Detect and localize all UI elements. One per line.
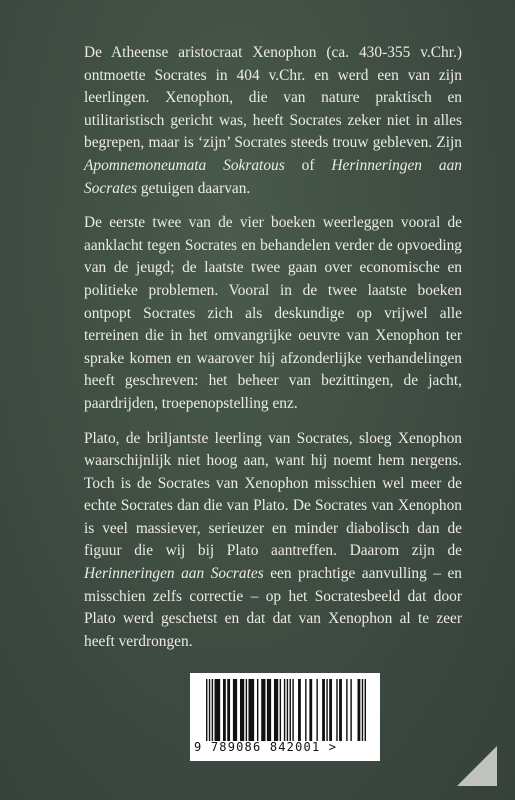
barcode-bar bbox=[227, 679, 230, 741]
barcode-bar bbox=[316, 679, 317, 741]
isbn-digits: 9 789086 842001 > bbox=[194, 740, 338, 754]
blurb-paragraph-3 bbox=[84, 428, 462, 654]
barcode-bar bbox=[206, 679, 207, 741]
barcode-bar bbox=[257, 679, 258, 741]
p1-title-dutch: Herinneringen aan Socrates bbox=[84, 156, 462, 197]
barcode-bar bbox=[350, 679, 351, 741]
p1-seg-3: of bbox=[284, 156, 332, 174]
isbn-barcode bbox=[190, 673, 380, 761]
barcode-bar bbox=[267, 679, 271, 741]
barcode-bar bbox=[365, 679, 366, 741]
barcode-bars bbox=[206, 679, 366, 741]
barcode-bar bbox=[248, 679, 254, 741]
barcode-bar bbox=[240, 679, 244, 741]
blurb-paragraph-2 bbox=[84, 212, 462, 415]
barcode-bar bbox=[309, 679, 312, 741]
barcode-bar bbox=[287, 679, 288, 741]
p1-seg-5: getuigen daarvan. bbox=[137, 179, 251, 197]
barcode-bar bbox=[305, 679, 306, 741]
barcode-bar bbox=[261, 679, 265, 741]
barcode-bar bbox=[246, 679, 247, 741]
barcode-bar bbox=[326, 679, 327, 741]
barcode-bar bbox=[292, 679, 293, 741]
p1-seg-1: De Atheense aristocraat Xenophon (ca. 430-355 v.Chr.) ontmoette Socrates in 404 v.Chr. en werd een van zijn leerlingen. Xenophon, die van nature praktisch en utilitaristisch gericht was, heeft Socrates zeker niet in alles begrepen, maar is ‘zijn’ Socrates steeds trouw gebleven. Zijn bbox=[84, 44, 462, 152]
blurb-text bbox=[84, 42, 462, 665]
blurb-paragraph-1 bbox=[84, 42, 462, 200]
barcode-bar bbox=[346, 679, 347, 741]
barcode-bar bbox=[209, 679, 210, 741]
barcode-bar bbox=[212, 679, 213, 741]
corner-triangle-icon bbox=[457, 746, 497, 786]
barcode-bar bbox=[339, 679, 342, 741]
p1-title-greek: Apomnemoneumata Sokratous bbox=[84, 156, 285, 174]
barcode-bar bbox=[223, 679, 226, 741]
barcode-bar bbox=[215, 679, 221, 741]
barcode-bar bbox=[336, 679, 337, 741]
barcode-bar bbox=[329, 679, 332, 741]
barcode-bar bbox=[280, 679, 281, 741]
barcode-bar bbox=[362, 679, 363, 741]
p3-title-dutch: Herinneringen aan Socrates bbox=[84, 565, 264, 583]
barcode-bar bbox=[274, 679, 278, 741]
barcode-bar bbox=[322, 679, 325, 741]
barcode-bar bbox=[358, 679, 361, 741]
p3-seg-1: Plato, de briljantste leerling van Socrates, sloeg Xenophon waarschijnlijk niet hoog aan, want hij noemt hem nergens. Toch is de Socrates van Xenophon misschien wel meer de echte Socrates dan die van Plato. De Socrates van Xenophon is veel massiever, serieuzer en minder diabolisch dan de figuur die wij bij Plato aantreffen. Daarom zijn de bbox=[84, 429, 462, 560]
barcode-bar bbox=[290, 679, 291, 741]
p3-seg-3: een prachtige aanvulling – en misschien zelfs correctie – op het Socratesbeeld dat door Plato werd geschetst en dat dat van Xenophon al te zeer heeft verdrongen. bbox=[84, 565, 462, 650]
barcode-bar bbox=[284, 679, 285, 741]
barcode-bar bbox=[233, 679, 237, 741]
barcode-bar bbox=[298, 679, 301, 741]
p2-seg-1: De eerste twee van de vier boeken weerleggen vooral de aanklacht tegen Socrates en behandelen verder de opvoeding van de jeugd; de laatste twee gaan over economische en politieke problemen. Vooral in de twee laatste boeken ontpopt Socrates zich als deskundige op vrijwel alle terreinen die in het omvangrijke oeuvre van Xenophon ter sprake komen en waarover hij afzonderlijke verhandelingen heeft geschreven: het beheer van bezittingen, de jacht, paardrijden, troepenopstelling enz. bbox=[84, 214, 462, 412]
